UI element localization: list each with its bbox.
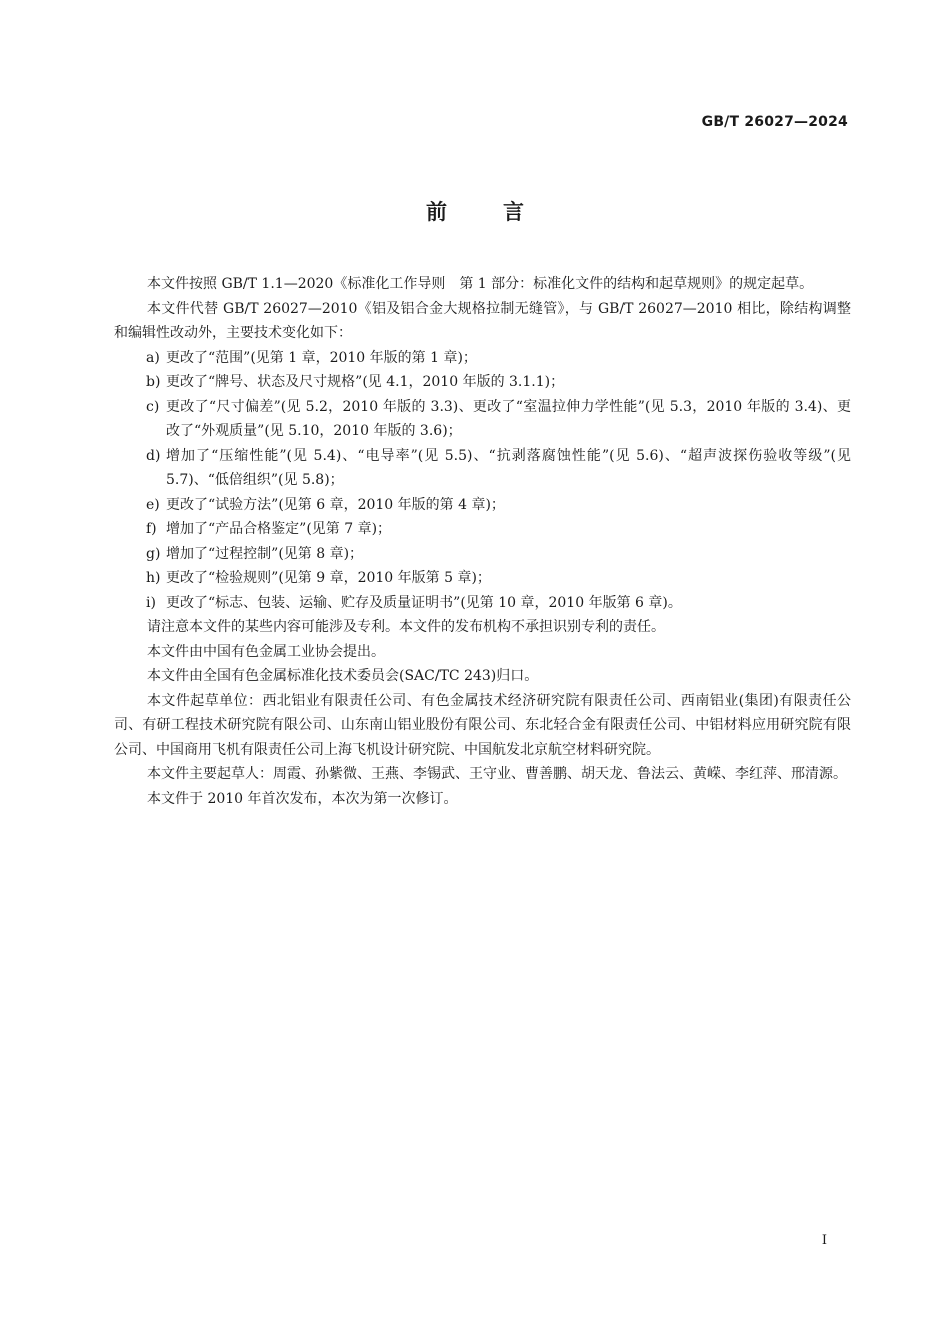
list-item-text: 增加了“压缩性能”(见 5.4)、“电导率”(见 5.5)、“抗剥落腐蚀性能”(见 5.6)、“超声波探伤验收等级”(见 5.7)、“低倍组织”(见 5.8)；	[166, 447, 851, 488]
list-marker: c)	[146, 398, 160, 415]
list-item	[114, 444, 851, 493]
paragraph-drafters: 本文件主要起草人：周霞、孙紫微、王燕、李锡武、王守业、曹善鹏、胡天龙、鲁法云、黄嵘、李红萍、邢清源。	[147, 766, 847, 782]
list-item	[114, 517, 851, 542]
list-marker: b)	[146, 374, 161, 390]
list-marker: f)	[146, 521, 157, 537]
list-item	[114, 346, 851, 371]
list-item-text: 更改了“范围”(见第 1 章，2010 年版的第 1 章)；	[166, 349, 477, 366]
list-item	[114, 395, 851, 444]
list-marker: h)	[146, 570, 161, 586]
list-marker: a)	[146, 349, 160, 366]
list-item	[114, 370, 851, 395]
paragraph-drafting-units: 本文件起草单位：西北铝业有限责任公司、有色金属技术经济研究院有限责任公司、西南铝业(集团)有限责任公司、有研工程技术研究院有限公司、山东南山铝业股份有限公司、东北轻合金有限责任公司、中铝材料应用研究院有限公司、中国商用飞机有限责任公司上海飞机设计研究院、中国航发北京航空材料研究院。	[114, 692, 851, 758]
paragraph-committee: 本文件由全国有色金属标准化技术委员会(SAC/TC 243)归口。	[147, 668, 539, 684]
list-item-text: 更改了“试验方法”(见第 6 章，2010 年版的第 4 章)；	[166, 496, 505, 513]
list-item-text: 更改了“尺寸偏差”(见 5.2，2010 年版的 3.3)、更改了“室温拉伸力学性能”(见 5.3，2010 年版的 3.4)、更改了“外观质量”(见 5.10，2010 年版的 3.6)；	[166, 398, 851, 439]
list-item	[114, 542, 851, 567]
list-marker: d)	[146, 447, 161, 464]
list-item	[114, 566, 851, 591]
paragraph-replacement: 本文件代替 GB/T 26027—2010《铝及铝合金大规格拉制无缝管》，与 GB/T 26027—2010 相比，除结构调整和编辑性改动外，主要技术变化如下：	[114, 300, 851, 341]
list-item-text: 更改了“检验规则”(见第 9 章，2010 年版第 5 章)；	[166, 570, 491, 586]
list-item	[114, 591, 851, 616]
changes-list	[114, 346, 851, 616]
foreword-body	[114, 272, 851, 811]
list-item-text: 增加了“产品合格鉴定”(见第 7 章)；	[166, 521, 392, 537]
list-marker: g)	[146, 545, 161, 562]
paragraph-drafting-rules: 本文件按照 GB/T 1.1—2020《标准化工作导则 第 1 部分：标准化文件的结构和起草规则》的规定起草。	[147, 276, 814, 292]
paragraph-patent-notice: 请注意本文件的某些内容可能涉及专利。本文件的发布机构不承担识别专利的责任。	[147, 619, 665, 635]
page-title: 前言	[426, 200, 580, 224]
list-item-text: 增加了“过程控制”(见第 8 章)；	[166, 545, 364, 562]
paragraph-proposer: 本文件由中国有色金属工业协会提出。	[147, 643, 385, 660]
list-marker: e)	[146, 496, 160, 513]
page-number: I	[821, 1233, 827, 1248]
standard-number: GB/T 26027—2024	[701, 114, 848, 130]
paragraph-history: 本文件于 2010 年首次发布，本次为第一次修订。	[147, 790, 458, 807]
list-item-text: 更改了“牌号、状态及尺寸规格”(见 4.1，2010 年版的 3.1.1)；	[166, 374, 565, 390]
list-marker: i)	[146, 594, 156, 611]
list-item	[114, 493, 851, 518]
list-item-text: 更改了“标志、包装、运输、贮存及质量证明书”(见第 10 章，2010 年版第 6 章)。	[166, 594, 682, 611]
